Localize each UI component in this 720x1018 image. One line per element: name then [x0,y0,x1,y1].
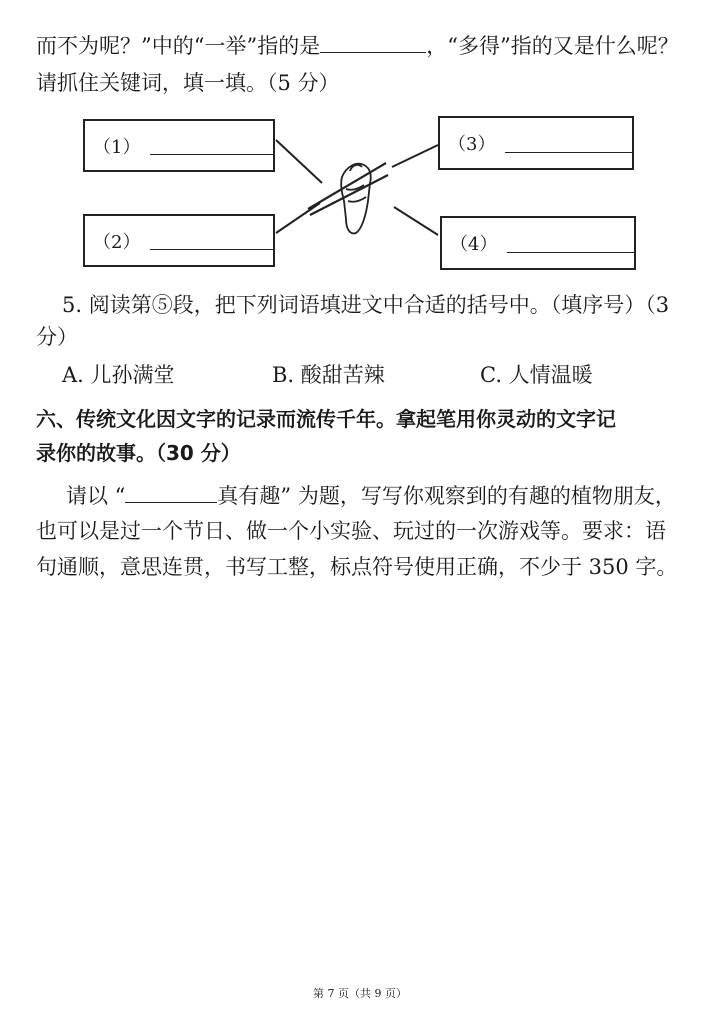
q5-line-2: 分） [36,325,78,349]
option-b: B. 酸甜苦辣 [272,363,385,387]
q5-line-1: 5. 阅读第⑤段，把下列词语填进文中合适的括号中。（填序号）（3 [62,293,670,317]
option-a: A. 儿孙满堂 [62,363,175,387]
title-blank[interactable] [125,480,217,503]
answer-box-4[interactable] [440,216,636,270]
answer-blank[interactable] [320,30,426,53]
prompt-text-b: 真有趣” 为题，写写你观察到的有趣的植物朋友， [217,484,676,508]
page-footer: 第 7 页（共 9 页） [313,987,407,1000]
section-6-title-1: 六、传统文化因文字的记录而流传千年。拿起笔用你灵动的文字记 [36,407,616,431]
answer-blank[interactable] [150,231,273,250]
answer-blank[interactable] [150,136,273,155]
box-label: （3） [448,134,496,155]
section-6-para-1 [66,480,690,511]
answer-box-2[interactable] [83,214,275,267]
q4-line-2: 请抓住关键词，填一填。（5 分） [36,71,340,95]
q4-line-1 [36,30,690,61]
section-6-para-3: 句通顺，意思连贯，书写工整，标点符号使用正确，不少于 350 字。 [36,555,678,579]
section-6-para-2: 也可以是过一个节日、做一个小实验、玩过的一次游戏等。要求：语 [36,519,666,543]
section-6-title-2: 录你的故事。（30 分） [36,441,241,465]
box-label: （2） [93,231,141,253]
answer-blank[interactable] [505,134,632,153]
answer-box-1[interactable] [83,119,275,172]
box-label: （4） [450,234,498,255]
q4-line-1-text-a: 而不为呢？”中的“一举”指的是 [36,34,321,58]
hand-holding-chopsticks-icon [308,163,388,233]
answer-blank[interactable] [507,234,634,253]
box-label: （1） [93,136,141,158]
q4-line-1-text-b: ，“多得”指的又是什么呢？ [426,34,679,58]
prompt-text-a: 请以 “ [66,484,126,508]
option-c: C. 人情温暖 [480,363,593,387]
answer-box-3[interactable] [438,116,634,170]
